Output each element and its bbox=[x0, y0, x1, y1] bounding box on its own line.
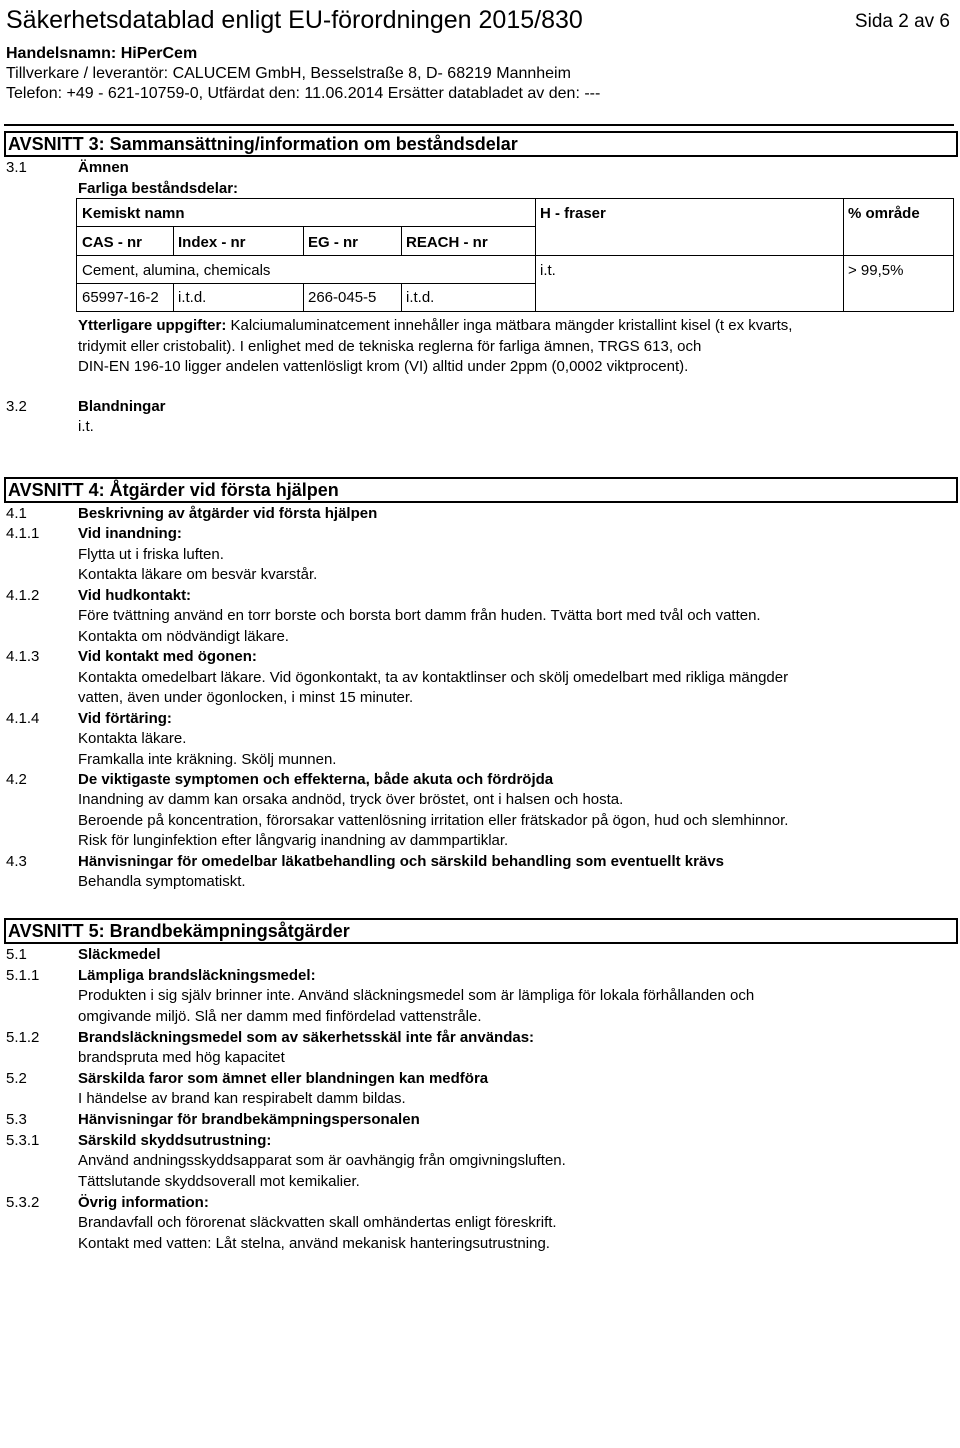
col-index: Index - nr bbox=[178, 234, 246, 251]
subsection-number: 4.2 bbox=[6, 770, 27, 788]
body-line: Beroende på koncentration, förorsakar vattenlösning irritation eller frätskador på ögon, hud och slemhinnor. bbox=[78, 811, 789, 829]
subsection-number: 5.2 bbox=[6, 1069, 27, 1087]
subsection-number: 5.3.2 bbox=[6, 1193, 40, 1211]
subsection-number: 4.1.1 bbox=[6, 525, 40, 543]
cell-h-phrases: i.t. bbox=[540, 262, 556, 279]
document-title: Säkerhetsdatablad enligt EU-förordningen 2015/830 bbox=[6, 6, 583, 34]
subsection-number: 5.3 bbox=[6, 1111, 27, 1129]
cell-chemical-name: Cement, alumina, chemicals bbox=[82, 262, 271, 279]
cell-eg: 266-045-5 bbox=[308, 289, 377, 306]
body-line: Kontakta om nödvändigt läkare. bbox=[78, 627, 289, 645]
subsection-number: 5.1.1 bbox=[6, 966, 40, 984]
subsection-number: 3.1 bbox=[6, 159, 27, 176]
subsection-heading: Lämpliga brandsläckningsmedel: bbox=[78, 966, 316, 984]
subsection-heading: Vid hudkontakt: bbox=[78, 586, 192, 604]
subsection-heading: Hänvisningar för omedelbar läkatbehandling och särskild behandling som eventuellt krävs bbox=[78, 852, 725, 870]
cell-cas: 65997-16-2 bbox=[82, 289, 159, 306]
subsection-heading: Beskrivning av åtgärder vid första hjälpen bbox=[78, 505, 378, 522]
subsection-heading: Vid inandning: bbox=[78, 525, 182, 543]
body-line: Använd andningsskyddsapparat som är oavhängig från omgivningsluften. bbox=[78, 1152, 566, 1170]
col-chemical-name: Kemiskt namn bbox=[82, 205, 185, 222]
header-divider bbox=[4, 124, 954, 126]
body-line: Kontakta läkare. bbox=[78, 730, 187, 747]
body-line: Flytta ut i friska luften. bbox=[78, 545, 224, 563]
further-information-line: tridymit eller cristobalit). I enlighet med de tekniska reglerna för farliga ämnen, TRGS 613, och bbox=[78, 337, 702, 355]
col-percent-range: % område bbox=[848, 205, 920, 222]
subsection-number: 4.1.3 bbox=[6, 648, 40, 666]
cell-percent: > 99,5% bbox=[848, 262, 904, 279]
subsection-number: 4.1.4 bbox=[6, 709, 40, 727]
subsection-number: 3.2 bbox=[6, 398, 27, 415]
body-line: Brandavfall och förorenat släckvatten skall omhändertas enligt föreskrift. bbox=[78, 1214, 557, 1232]
body-line: Kontakta läkare om besvär kvarstår. bbox=[78, 566, 318, 584]
body-line: Behandla symptomatiskt. bbox=[78, 873, 246, 891]
subsection-heading: Särskilda faror som ämnet eller blandningen kan medföra bbox=[78, 1069, 489, 1087]
subsection-heading: De viktigaste symptomen och effekterna, både akuta och fördröjda bbox=[78, 770, 554, 788]
manufacturer-line: Tillverkare / leverantör: CALUCEM GmbH, Besselstraße 8, D- 68219 Mannheim bbox=[6, 65, 571, 82]
section-5-title: AVSNITT 5: Brandbekämpningsåtgärder bbox=[4, 918, 958, 944]
col-eg: EG - nr bbox=[308, 234, 359, 251]
col-h-phrases: H - fraser bbox=[540, 205, 606, 222]
section-3-title: AVSNITT 3: Sammansättning/information om beståndsdelar bbox=[4, 131, 958, 157]
body-line: Framkalla inte kräkning. Skölj munnen. bbox=[78, 750, 337, 768]
subsection-heading: Släckmedel bbox=[78, 946, 161, 963]
body-line: I händelse av brand kan respirabelt damm bildas. bbox=[78, 1090, 406, 1108]
subsection-heading: Brandsläckningsmedel som av säkerhetsskäl inte får användas: bbox=[78, 1028, 535, 1046]
subsection-number: 5.3.1 bbox=[6, 1131, 40, 1149]
body-line: Risk för lunginfektion efter långvarig inandning av dammpartiklar. bbox=[78, 832, 509, 850]
phone-line: Telefon: +49 - 621-10759-0, Utfärdat den: 11.06.2014 Ersätter databladet av den: --- bbox=[6, 85, 601, 102]
subsection-number: 4.1 bbox=[6, 505, 27, 522]
body-line: vatten, även under ögonlocken, i minst 15 minuter. bbox=[78, 689, 414, 707]
cell-index: i.t.d. bbox=[178, 289, 207, 306]
subsection-heading: Hänvisningar för brandbekämpningspersonalen bbox=[78, 1111, 420, 1129]
subsection-heading: Vid förtäring: bbox=[78, 709, 172, 727]
section-4-title: AVSNITT 4: Åtgärder vid första hjälpen bbox=[4, 477, 958, 503]
col-cas: CAS - nr bbox=[82, 234, 142, 251]
page-number: Sida 2 av 6 bbox=[854, 11, 950, 32]
body-line: Tättslutande skyddsoverall mot kemikalier. bbox=[78, 1172, 360, 1190]
body-line: Kontakt med vatten: Låt stelna, använd mekanisk hanteringsutrustning. bbox=[78, 1234, 550, 1252]
subsection-heading: Vid kontakt med ögonen: bbox=[78, 648, 257, 666]
body-line: brandspruta med hög kapacitet bbox=[78, 1049, 285, 1067]
subsection-heading: Blandningar bbox=[78, 398, 166, 415]
col-reach: REACH - nr bbox=[406, 234, 488, 251]
body-line: Produkten i sig själv brinner inte. Använd släckningsmedel som är lämpliga för lokala förhållanden och bbox=[78, 987, 755, 1005]
subsection-number: 5.1 bbox=[6, 946, 27, 963]
body-line: omgivande miljö. Slå ner damm med finfördelad vattenstråle. bbox=[78, 1007, 482, 1025]
cell-reach: i.t.d. bbox=[406, 289, 435, 306]
body-line: Före tvättning använd en torr borste och borsta bort damm från huden. Tvätta bort med tvål och vatten. bbox=[78, 607, 761, 625]
further-information-line: DIN-EN 196-10 ligger andelen vattenlösligt krom (VI) alltid under 2ppm (0,0002 viktprocent). bbox=[78, 358, 689, 375]
subsection-heading: Ämnen bbox=[78, 159, 129, 176]
subsection-heading: Övrig information: bbox=[78, 1193, 209, 1211]
subsection-number: 4.3 bbox=[6, 852, 27, 870]
components-table bbox=[76, 198, 954, 312]
subsection-number: 5.1.2 bbox=[6, 1028, 40, 1046]
subsection-heading: Särskild skyddsutrustning: bbox=[78, 1131, 272, 1149]
trade-name: Handelsnamn: HiPerCem bbox=[6, 45, 198, 62]
header-info bbox=[6, 44, 600, 104]
further-information-label: Ytterligare uppgifter: bbox=[78, 317, 227, 334]
further-information-line: Kalciumaluminatcement innehåller inga mätbara mängder kristallint kisel (t ex kvarts, bbox=[226, 317, 793, 334]
body-line: Inandning av damm kan orsaka andnöd, tryck över bröstet, ont i halsen och hosta. bbox=[78, 791, 624, 809]
body-line: Kontakta omedelbart läkare. Vid ögonkontakt, ta av kontaktlinser och skölj omedelbart med rikliga mängder bbox=[78, 668, 789, 686]
subsection-number: 4.1.2 bbox=[6, 586, 40, 604]
